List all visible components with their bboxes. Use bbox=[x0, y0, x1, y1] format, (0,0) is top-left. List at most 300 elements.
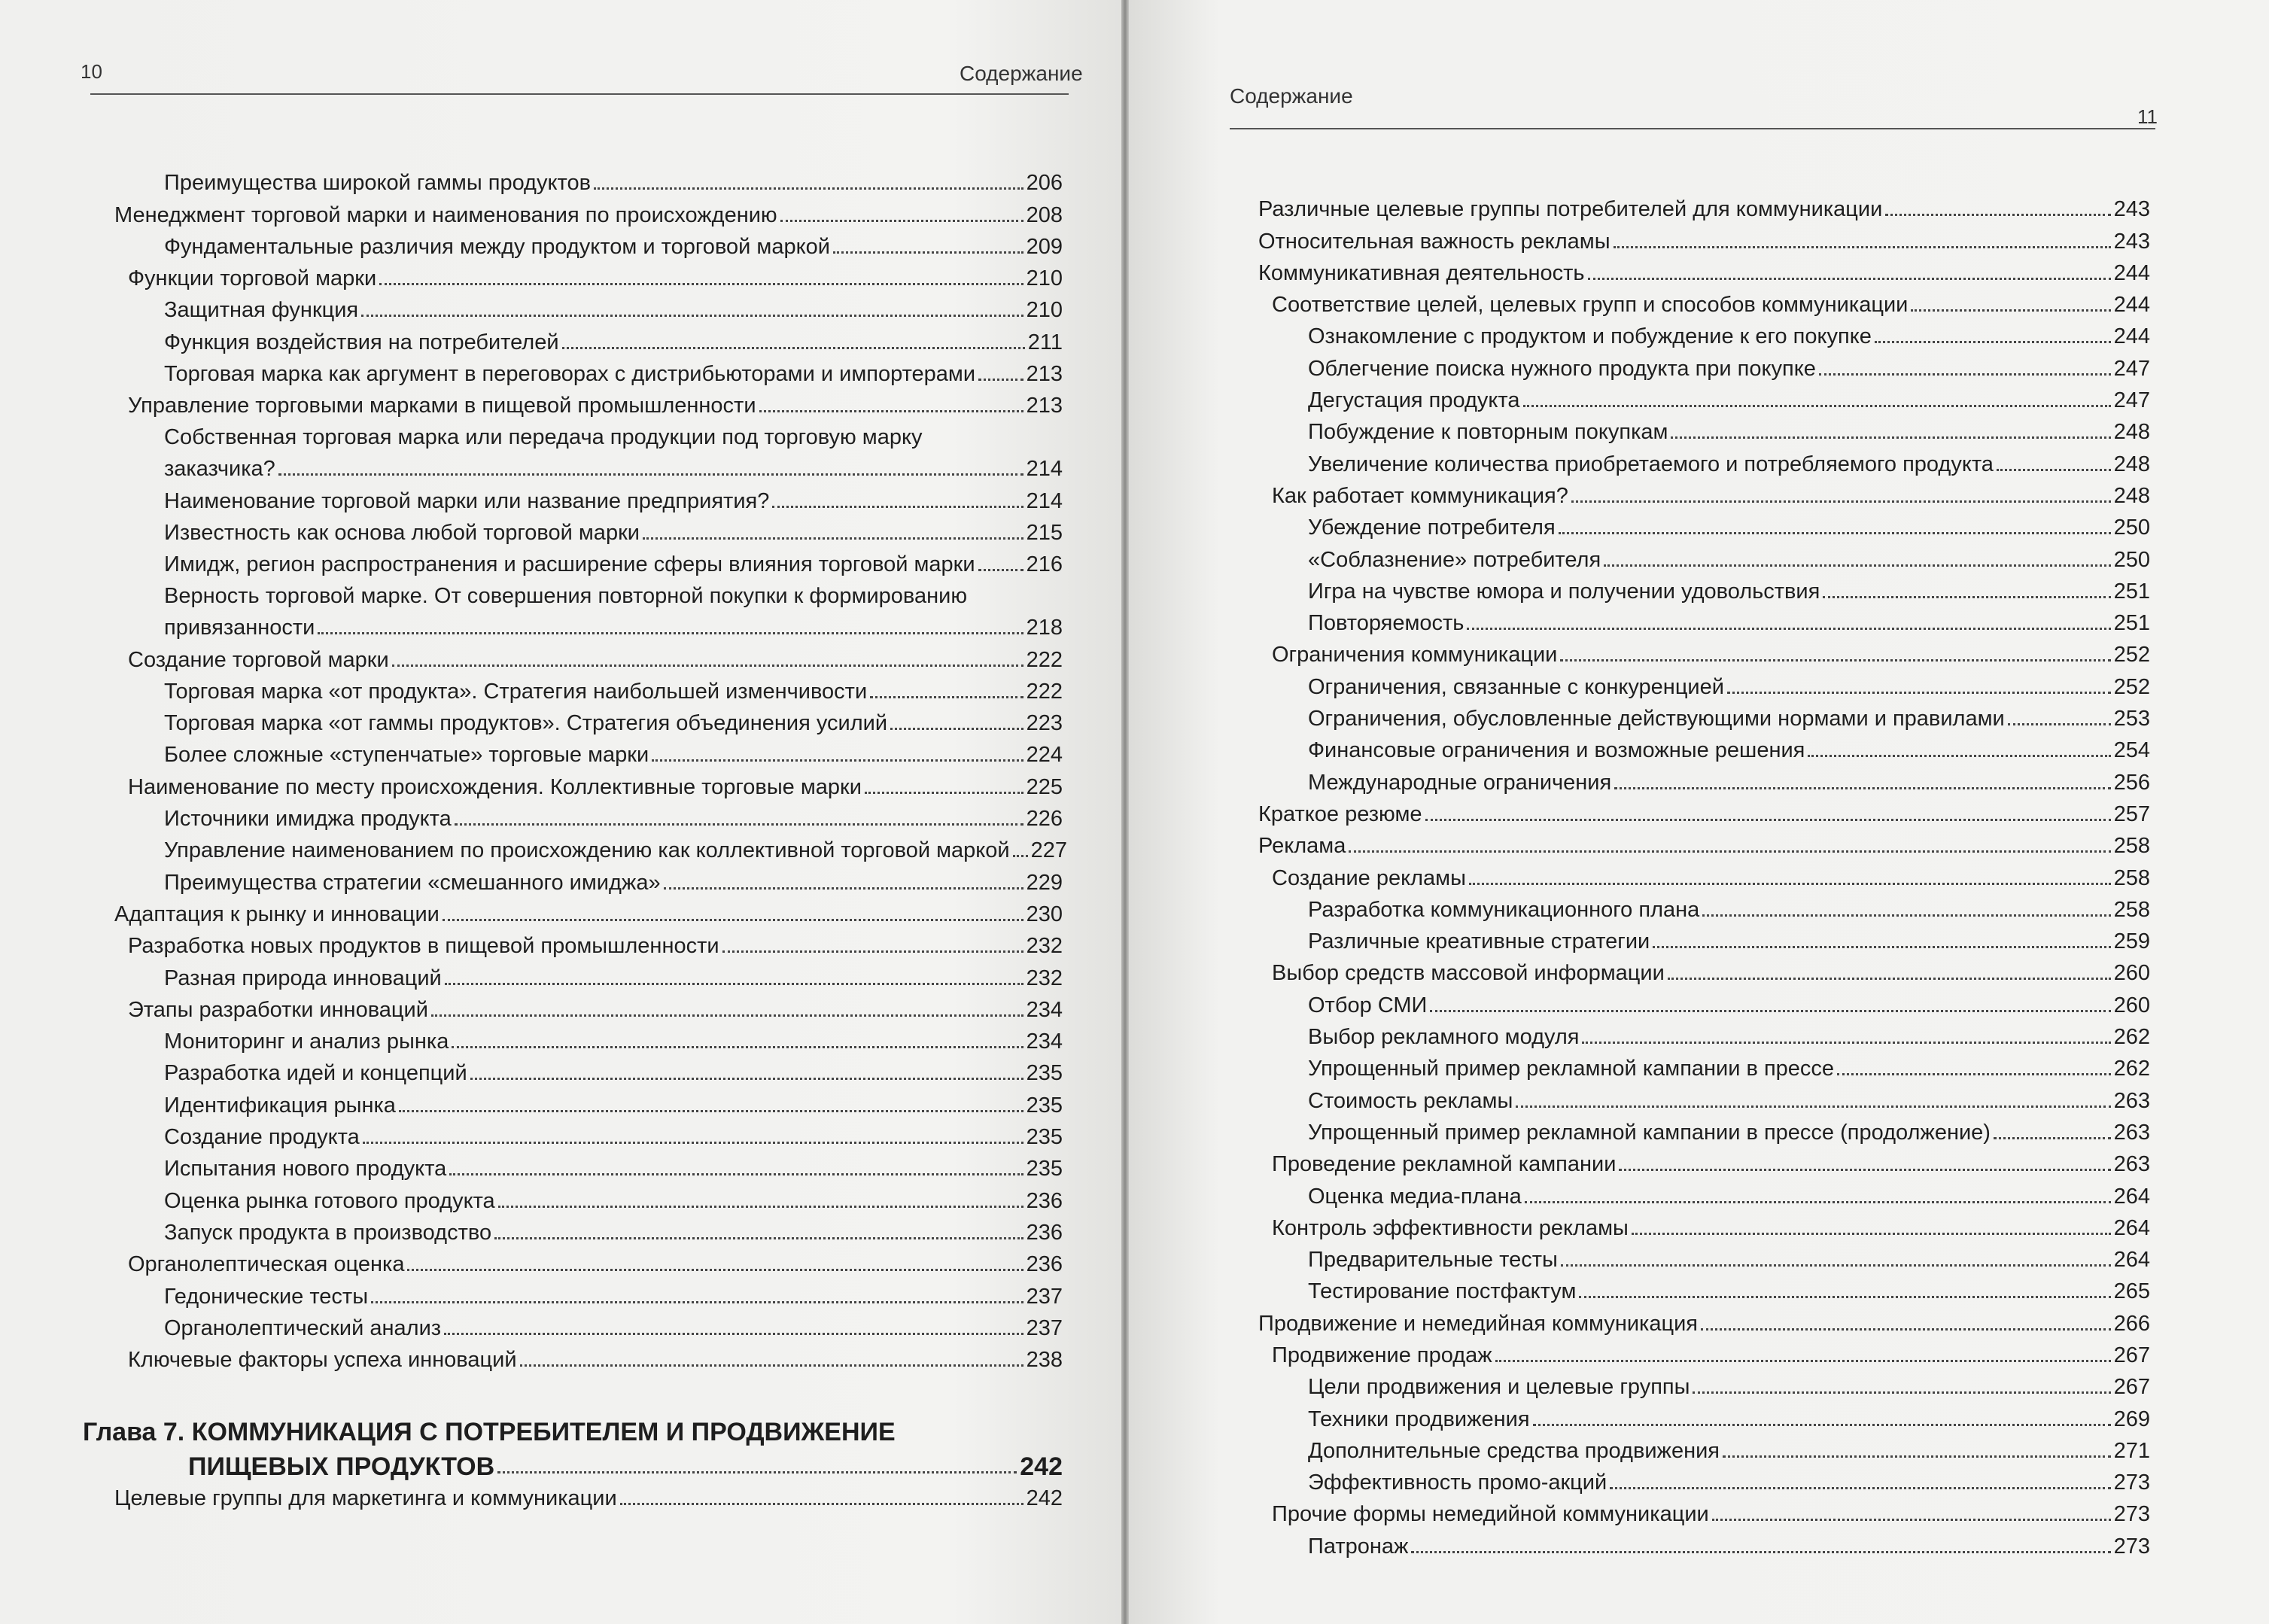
toc-leader-dots bbox=[562, 347, 1025, 349]
toc-entry bbox=[114, 546, 1063, 577]
toc-leader-dots bbox=[379, 283, 1023, 285]
toc-entry bbox=[1258, 1337, 2150, 1368]
toc-leader-dots bbox=[1349, 850, 2110, 853]
toc-leader-dots bbox=[978, 379, 1023, 381]
toc-entry-page: 263 bbox=[2113, 1120, 2150, 1145]
toc-entry bbox=[114, 640, 1063, 672]
toc-entry bbox=[114, 323, 1063, 354]
toc-leader-dots bbox=[1614, 787, 2110, 789]
toc-leader-dots bbox=[444, 1333, 1023, 1335]
toc-entry bbox=[1258, 1527, 2150, 1559]
toc-entry-title: «Соблазнение» потребителя bbox=[1308, 547, 1601, 572]
toc-leader-dots bbox=[1668, 978, 2111, 980]
toc-entry-page: 247 bbox=[2113, 356, 2150, 381]
toc-entry-title: Гедонические тесты bbox=[164, 1284, 369, 1309]
toc-leader-dots bbox=[1469, 883, 2111, 885]
toc-leader-dots bbox=[1819, 373, 2111, 376]
toc-entry bbox=[114, 927, 1063, 959]
toc-leader-dots bbox=[443, 919, 1023, 921]
toc-leader-dots bbox=[1610, 1487, 2110, 1489]
toc-entry-title: Повторяемость bbox=[1308, 611, 1465, 636]
toc-entry-page: 244 bbox=[2113, 260, 2150, 285]
toc-entry-title: Создание продукта bbox=[164, 1125, 360, 1150]
toc-entry bbox=[1258, 731, 2150, 763]
toc-entry-page: 250 bbox=[2113, 547, 2150, 572]
toc-entry-title: Создание рекламы bbox=[1272, 865, 1466, 890]
toc-entry-title: Эффективность промо-акций bbox=[1308, 1470, 1607, 1495]
toc-entry-title: Создание торговой марки bbox=[128, 647, 389, 672]
toc-leader-dots bbox=[470, 1078, 1023, 1080]
toc-entry-page: 264 bbox=[2113, 1248, 2150, 1273]
toc-entry-page: 243 bbox=[2113, 229, 2150, 254]
toc-leader-dots bbox=[870, 696, 1023, 698]
toc-entry bbox=[114, 673, 1063, 704]
toc-entry-page: 226 bbox=[1026, 807, 1063, 832]
toc-entry-title: Торговая марка «от продукта». Стратегия наибольшей изменчивости bbox=[164, 679, 868, 704]
toc-entry-page: 265 bbox=[2113, 1279, 2150, 1304]
toc-leader-dots bbox=[1837, 1073, 2111, 1075]
toc-entry-page: 260 bbox=[2113, 993, 2150, 1017]
toc-entry-title: Наименование по месту происхождения. Коллективные торговые марки bbox=[128, 774, 862, 799]
toc-leader-dots bbox=[407, 1269, 1023, 1271]
toc-entry-page: 215 bbox=[1026, 520, 1063, 545]
toc-entry-page: 235 bbox=[1026, 1061, 1063, 1086]
toc-entry-title: Более сложные «ступенчатые» торговые марки bbox=[164, 743, 649, 768]
toc-entry-page: 224 bbox=[1026, 743, 1063, 768]
toc-entry-title: Испытания нового продукта bbox=[164, 1157, 447, 1182]
toc-entry bbox=[114, 482, 1063, 513]
toc-entry-page: 234 bbox=[1026, 997, 1063, 1022]
toc-entry-title: Краткое резюме bbox=[1258, 801, 1422, 826]
toc-entry-page: 237 bbox=[1026, 1284, 1063, 1309]
left-header-rule bbox=[90, 93, 1069, 95]
toc-entry-title: Упрощенный пример рекламной кампании в прессе (продолжение) bbox=[1308, 1120, 1991, 1145]
toc-entry-title: Ключевые факторы успеха инноваций bbox=[128, 1348, 517, 1373]
toc-entry-page: 271 bbox=[2113, 1438, 2150, 1463]
toc-entry-page: 238 bbox=[1026, 1348, 1063, 1373]
toc-entry-title: Преимущества широкой гаммы продуктов bbox=[164, 171, 591, 196]
toc-entry-page: 263 bbox=[2113, 1152, 2150, 1177]
toc-leader-dots bbox=[361, 315, 1023, 317]
toc-entry-page: 256 bbox=[2113, 770, 2150, 795]
toc-entry bbox=[114, 1182, 1063, 1213]
toc-entry-title: Техники продвижения bbox=[1308, 1407, 1530, 1431]
toc-leader-dots bbox=[1632, 1233, 2111, 1235]
toc-entry-title: Финансовые ограничения и возможные решения bbox=[1308, 738, 1805, 763]
toc-entry-title: Как работает коммуникация? bbox=[1272, 483, 1568, 508]
toc-entry bbox=[114, 959, 1063, 990]
toc-entry-title: Органолептический анализ bbox=[164, 1315, 442, 1340]
toc-leader-dots bbox=[1582, 1042, 2110, 1044]
toc-entry-title: Тестирование постфактум bbox=[1308, 1279, 1577, 1304]
chapter-heading-line bbox=[83, 1445, 1063, 1480]
toc-entry-title: Продвижение и немедийная коммуникация bbox=[1258, 1311, 1698, 1336]
toc-entry bbox=[1258, 700, 2150, 731]
toc-entry-title: Управление торговыми марками в пищевой промышленности bbox=[128, 394, 756, 418]
toc-entry-title: Защитная функция bbox=[164, 298, 359, 323]
toc-entry bbox=[1258, 318, 2150, 349]
toc-leader-dots bbox=[978, 569, 1023, 571]
toc-entry bbox=[1258, 1304, 2150, 1336]
toc-leader-dots bbox=[1823, 596, 2110, 598]
chapter-heading bbox=[83, 1410, 1063, 1480]
toc-leader-dots bbox=[722, 950, 1023, 953]
toc-leader-dots bbox=[1911, 309, 2110, 312]
toc-entry-page: 262 bbox=[2113, 1025, 2150, 1050]
toc-leader-dots bbox=[652, 759, 1023, 762]
toc-entry-title: Функции торговой марки bbox=[128, 266, 377, 291]
toc-leader-dots bbox=[449, 1173, 1023, 1175]
toc-entry-title: Контроль эффективности рекламы bbox=[1272, 1215, 1629, 1240]
toc-entry-page: 230 bbox=[1026, 902, 1063, 926]
toc-entry bbox=[1258, 573, 2150, 604]
toc-leader-dots bbox=[455, 823, 1023, 826]
toc-entry bbox=[114, 1054, 1063, 1086]
toc-entry bbox=[114, 1309, 1063, 1341]
toc-entry-page: 258 bbox=[2113, 897, 2150, 922]
toc-leader-dots bbox=[780, 220, 1023, 222]
toc-entry-title: Фундаментальные различия между продуктом и торговой маркой bbox=[164, 234, 830, 259]
toc-entry-title: Убеждение потребителя bbox=[1308, 515, 1556, 540]
toc-entry bbox=[1258, 1177, 2150, 1209]
toc-entry-title: Адаптация к рынку и инновации bbox=[114, 902, 440, 926]
chapter-title: Глава 7. КОММУНИКАЦИЯ С ПОТРЕБИТЕЛЕМ И ПРОДВИЖЕНИЕ bbox=[83, 1418, 896, 1447]
toc-entry-page: 264 bbox=[2113, 1215, 2150, 1240]
toc-entry-title: Проведение рекламной кампании bbox=[1272, 1152, 1617, 1177]
toc-entry bbox=[1258, 1018, 2150, 1050]
toc-entry-title: Цели продвижения и целевые группы bbox=[1308, 1375, 1690, 1400]
toc-leader-dots bbox=[452, 1046, 1023, 1048]
toc-entry bbox=[114, 260, 1063, 291]
toc-entry-page: 250 bbox=[2113, 515, 2150, 540]
toc-entry-title: ПИЩЕВЫХ ПРОДУКТОВ bbox=[188, 1452, 495, 1482]
toc-leader-dots bbox=[371, 1301, 1023, 1303]
toc-leader-dots bbox=[890, 728, 1023, 730]
toc-entry bbox=[114, 228, 1063, 260]
toc-leader-dots bbox=[1875, 341, 2111, 343]
toc-entry bbox=[114, 514, 1063, 546]
left-page-number: 10 bbox=[81, 60, 102, 83]
toc-leader-dots bbox=[494, 1237, 1023, 1239]
toc-leader-dots bbox=[1671, 436, 2110, 439]
toc-entry bbox=[1258, 1050, 2150, 1081]
toc-entry-page: 214 bbox=[1026, 488, 1063, 513]
toc-entry-page: 247 bbox=[2113, 388, 2150, 413]
toc-leader-dots bbox=[1727, 692, 2111, 694]
toc-entry-title: Реклама bbox=[1258, 834, 1346, 859]
toc-entry-title: Ограничения, обусловленные действующими нормами и правилами bbox=[1308, 707, 2005, 731]
toc-entry bbox=[114, 896, 1063, 927]
toc-leader-dots bbox=[1701, 1328, 2111, 1331]
toc-leader-dots bbox=[431, 1014, 1023, 1017]
toc-entry bbox=[1258, 954, 2150, 986]
toc-entry-page: 260 bbox=[2113, 961, 2150, 986]
right-toc bbox=[1258, 190, 2150, 1559]
toc-entry bbox=[1258, 891, 2150, 923]
toc-entry-title: Торговая марка «от гаммы продуктов». Стратегия объединения усилий bbox=[164, 711, 888, 736]
toc-leader-dots bbox=[1693, 1391, 2110, 1394]
toc-entry bbox=[114, 768, 1063, 799]
toc-entry-title: Функция воздействия на потребителей bbox=[164, 330, 559, 354]
toc-entry-page: 222 bbox=[1026, 647, 1063, 672]
toc-entry-title: Торговая марка как аргумент в переговорах с дистрибьюторами и импортерами bbox=[164, 362, 976, 387]
toc-entry-page: 273 bbox=[2113, 1534, 2150, 1559]
toc-entry-title: Игра на чувстве юмора и получении удовольствия bbox=[1308, 579, 1820, 604]
toc-entry-title: Разработка новых продуктов в пищевой промышленности bbox=[128, 934, 719, 959]
book-gutter bbox=[1121, 0, 1129, 1624]
toc-entry-title: Разработка идей и концепций bbox=[164, 1061, 467, 1086]
toc-entry-page: 254 bbox=[2113, 738, 2150, 763]
chapter-heading-line bbox=[83, 1410, 1063, 1445]
toc-entry-title: Облегчение поиска нужного продукта при покупке bbox=[1308, 356, 1816, 381]
toc-entry-page: 242 bbox=[1026, 1486, 1063, 1511]
toc-entry bbox=[1258, 254, 2150, 286]
toc-entry-title: Мониторинг и анализ рынка bbox=[164, 1029, 449, 1054]
toc-leader-dots bbox=[1994, 1137, 2111, 1139]
toc-leader-dots bbox=[759, 410, 1023, 412]
toc-entry bbox=[1258, 859, 2150, 890]
toc-leader-dots bbox=[363, 1142, 1023, 1144]
toc-entry-page: 222 bbox=[1026, 679, 1063, 704]
toc-entry bbox=[1258, 1145, 2150, 1177]
toc-leader-dots bbox=[1808, 755, 2110, 757]
toc-entry bbox=[1258, 349, 2150, 381]
left-running-head: Содержание bbox=[960, 62, 1083, 85]
toc-entry-title: Различные целевые группы потребителей для коммуникации bbox=[1258, 197, 1883, 222]
toc-entry-title: Продвижение продаж bbox=[1272, 1343, 1492, 1367]
toc-entry-page: 252 bbox=[2113, 674, 2150, 699]
toc-entry-title: Целевые группы для маркетинга и коммуникации bbox=[114, 1486, 617, 1511]
toc-entry-page: 248 bbox=[2113, 452, 2150, 476]
toc-entry-title: Дополнительные средства продвижения bbox=[1308, 1438, 1720, 1463]
toc-entry bbox=[114, 863, 1063, 895]
toc-entry bbox=[1258, 1432, 2150, 1464]
toc-entry-page: 232 bbox=[1026, 934, 1063, 959]
toc-entry bbox=[114, 1150, 1063, 1182]
toc-entry-page: 210 bbox=[1026, 298, 1063, 323]
toc-entry bbox=[1258, 445, 2150, 476]
toc-entry-page: 244 bbox=[2113, 324, 2150, 349]
toc-leader-dots bbox=[833, 251, 1023, 254]
toc-entry bbox=[1258, 1273, 2150, 1304]
toc-leader-dots bbox=[1425, 819, 2111, 821]
toc-entry bbox=[114, 1214, 1063, 1245]
toc-leader-dots bbox=[594, 187, 1023, 190]
toc-entry-page: 225 bbox=[1026, 774, 1063, 799]
toc-entry-title: Запуск продукта в производство bbox=[164, 1220, 492, 1245]
toc-entry-title: Ограничения коммуникации bbox=[1272, 643, 1558, 668]
toc-entry-title: Верность торговой марке. От совершения повторной покупки к формированию bbox=[164, 584, 968, 609]
toc-entry-page: 209 bbox=[1026, 234, 1063, 259]
toc-entry-page: 234 bbox=[1026, 1029, 1063, 1054]
toc-leader-dots bbox=[1997, 469, 2111, 471]
toc-entry bbox=[114, 355, 1063, 387]
toc-entry bbox=[114, 1245, 1063, 1277]
toc-leader-dots bbox=[1723, 1455, 2111, 1458]
toc-entry-title: Имидж, регион распространения и расширение сферы влияния торговой марки bbox=[164, 552, 975, 577]
toc-entry bbox=[1258, 1400, 2150, 1431]
toc-entry-page: 263 bbox=[2113, 1088, 2150, 1113]
toc-entry bbox=[1258, 827, 2150, 859]
toc-entry-title: Прочие формы немедийной коммуникации bbox=[1272, 1502, 1709, 1527]
toc-entry-page: 243 bbox=[2113, 197, 2150, 222]
toc-leader-dots bbox=[1571, 500, 2111, 503]
toc-entry bbox=[114, 991, 1063, 1023]
toc-entry-page: 235 bbox=[1026, 1157, 1063, 1182]
toc-entry-title: привязанности bbox=[164, 616, 315, 640]
toc-entry bbox=[1258, 286, 2150, 318]
toc-entry-page: 235 bbox=[1026, 1125, 1063, 1150]
toc-entry-title: Относительная важность рекламы bbox=[1258, 229, 1611, 254]
toc-leader-dots bbox=[643, 537, 1023, 540]
toc-entry bbox=[1258, 604, 2150, 636]
toc-entry-title: Оценка рынка готового продукта bbox=[164, 1188, 495, 1213]
toc-leader-dots bbox=[1702, 914, 2110, 917]
toc-entry bbox=[1258, 986, 2150, 1017]
left-page bbox=[0, 0, 1121, 1624]
toc-entry-title: Патронаж bbox=[1308, 1534, 1409, 1559]
toc-entry-page: 206 bbox=[1026, 171, 1063, 196]
toc-leader-dots bbox=[1579, 1296, 2110, 1298]
toc-entry bbox=[1258, 795, 2150, 827]
toc-leader-dots bbox=[1560, 659, 2110, 661]
toc-leader-dots bbox=[1495, 1360, 2111, 1362]
toc-leader-dots bbox=[445, 983, 1023, 985]
toc-entry bbox=[1258, 222, 2150, 254]
toc-leader-dots bbox=[1653, 946, 2110, 948]
toc-entry-page: 267 bbox=[2113, 1343, 2150, 1367]
toc-entry bbox=[1258, 540, 2150, 572]
toc-entry bbox=[1258, 763, 2150, 795]
toc-entry-line bbox=[164, 609, 1063, 640]
toc-entry-page: 273 bbox=[2113, 1470, 2150, 1495]
toc-entry-page: 258 bbox=[2113, 834, 2150, 859]
toc-entry-title: Увеличение количества приобретаемого и потребляемого продукта bbox=[1308, 452, 1994, 476]
toc-entry-title: Известность как основа любой торговой марки bbox=[164, 520, 640, 545]
toc-entry-title: Предварительные тесты bbox=[1308, 1248, 1558, 1273]
toc-entry-page: 242 bbox=[1020, 1452, 1063, 1482]
toc-leader-dots bbox=[1561, 1264, 2111, 1267]
toc-leader-dots bbox=[1516, 1105, 2110, 1108]
toc-leader-dots bbox=[620, 1503, 1023, 1505]
toc-entry-title: Ознакомление с продуктом и побуждение к его покупке bbox=[1308, 324, 1872, 349]
toc-entry bbox=[1258, 413, 2150, 445]
toc-entry bbox=[1258, 509, 2150, 540]
toc-leader-dots bbox=[498, 1206, 1023, 1208]
toc-entry bbox=[1258, 1209, 2150, 1241]
toc-entry-page: 213 bbox=[1026, 362, 1063, 387]
toc-entry-page: 237 bbox=[1026, 1315, 1063, 1340]
toc-leader-dots bbox=[1614, 246, 2111, 248]
toc-entry-line bbox=[164, 450, 1063, 482]
toc-entry-page: 236 bbox=[1026, 1252, 1063, 1277]
toc-leader-dots bbox=[1533, 1424, 2111, 1426]
toc-entry-page: 253 bbox=[2113, 707, 2150, 731]
toc-leader-dots bbox=[1411, 1551, 2110, 1553]
toc-entry-title: Выбор рекламного модуля bbox=[1308, 1025, 1580, 1050]
toc-entry-page: 229 bbox=[1026, 870, 1063, 895]
toc-entry-title: Коммуникативная деятельность bbox=[1258, 260, 1585, 285]
toc-entry bbox=[114, 832, 1068, 863]
toc-leader-dots bbox=[1619, 1169, 2110, 1171]
toc-entry bbox=[114, 704, 1063, 736]
toc-entry-title: Этапы разработки инноваций bbox=[128, 997, 428, 1022]
toc-entry bbox=[1258, 636, 2150, 668]
toc-entry-page: 210 bbox=[1026, 266, 1063, 291]
toc-entry bbox=[114, 577, 1063, 640]
left-toc bbox=[83, 164, 1068, 1511]
toc-entry-page: 235 bbox=[1026, 1093, 1063, 1118]
toc-entry-title: Различные креативные стратегии bbox=[1308, 929, 1650, 954]
right-running-head: Содержание bbox=[1230, 84, 1353, 108]
toc-entry-title: заказчика? bbox=[164, 457, 275, 482]
toc-entry-title: Идентификация рынка bbox=[164, 1093, 396, 1118]
toc-entry-page: 252 bbox=[2113, 643, 2150, 668]
toc-leader-dots bbox=[772, 506, 1023, 508]
toc-entry-page: 244 bbox=[2113, 293, 2150, 318]
toc-entry-title: Наименование торговой марки или название предприятия? bbox=[164, 488, 770, 513]
toc-entry-page: 258 bbox=[2113, 865, 2150, 890]
toc-entry bbox=[114, 164, 1063, 196]
toc-entry-title: Органолептическая оценка bbox=[128, 1252, 405, 1277]
toc-entry bbox=[114, 1341, 1063, 1373]
toc-entry bbox=[114, 1086, 1063, 1118]
toc-entry bbox=[114, 800, 1063, 832]
toc-entry-page: 211 bbox=[1027, 330, 1063, 354]
toc-entry-page: 213 bbox=[1026, 394, 1063, 418]
toc-leader-dots bbox=[1467, 628, 2110, 630]
toc-entry-page: 266 bbox=[2113, 1311, 2150, 1336]
toc-leader-dots bbox=[2008, 723, 2111, 725]
toc-entry-page: 208 bbox=[1026, 202, 1063, 227]
toc-entry-title: Соответствие целей, целевых групп и способов коммуникации bbox=[1272, 293, 1909, 318]
toc-entry bbox=[114, 1118, 1063, 1150]
toc-leader-dots bbox=[392, 665, 1023, 667]
toc-entry bbox=[1258, 668, 2150, 699]
toc-leader-dots bbox=[865, 792, 1023, 794]
toc-entry-title: Побуждение к повторным покупкам bbox=[1308, 420, 1668, 445]
toc-leader-dots bbox=[318, 632, 1023, 634]
toc-entry-title: Отбор СМИ bbox=[1308, 993, 1428, 1017]
toc-entry bbox=[114, 196, 1063, 227]
toc-leader-dots bbox=[1885, 214, 2110, 216]
toc-entry-line bbox=[164, 577, 1063, 609]
toc-entry-page: 248 bbox=[2113, 420, 2150, 445]
toc-entry-title: Разработка коммуникационного плана bbox=[1308, 897, 1700, 922]
toc-entry-page: 236 bbox=[1026, 1188, 1063, 1213]
toc-entry-title: Источники имиджа продукта bbox=[164, 807, 452, 832]
toc-entry bbox=[114, 1023, 1063, 1054]
toc-entry bbox=[1258, 1368, 2150, 1400]
toc-entry bbox=[1258, 1495, 2150, 1527]
toc-entry bbox=[114, 1480, 1063, 1511]
toc-entry bbox=[114, 387, 1063, 418]
toc-leader-dots bbox=[664, 887, 1023, 890]
toc-entry-title: Дегустация продукта bbox=[1308, 388, 1520, 413]
toc-entry-title: Упрощенный пример рекламной кампании в прессе bbox=[1308, 1057, 1835, 1081]
toc-entry bbox=[114, 736, 1063, 768]
toc-leader-dots bbox=[497, 1471, 1017, 1473]
toc-entry-page: 223 bbox=[1026, 711, 1063, 736]
toc-entry-page: 218 bbox=[1026, 616, 1063, 640]
right-page-number: 11 bbox=[2137, 105, 2158, 128]
toc-leader-dots bbox=[1604, 564, 2110, 567]
toc-entry-page: 264 bbox=[2113, 1184, 2150, 1209]
toc-entry-title: Менеджмент торговой марки и наименования по происхождению bbox=[114, 202, 777, 227]
toc-leader-dots bbox=[1712, 1519, 2111, 1521]
toc-entry-page: 216 bbox=[1026, 552, 1063, 577]
toc-entry-page: 259 bbox=[2113, 929, 2150, 954]
